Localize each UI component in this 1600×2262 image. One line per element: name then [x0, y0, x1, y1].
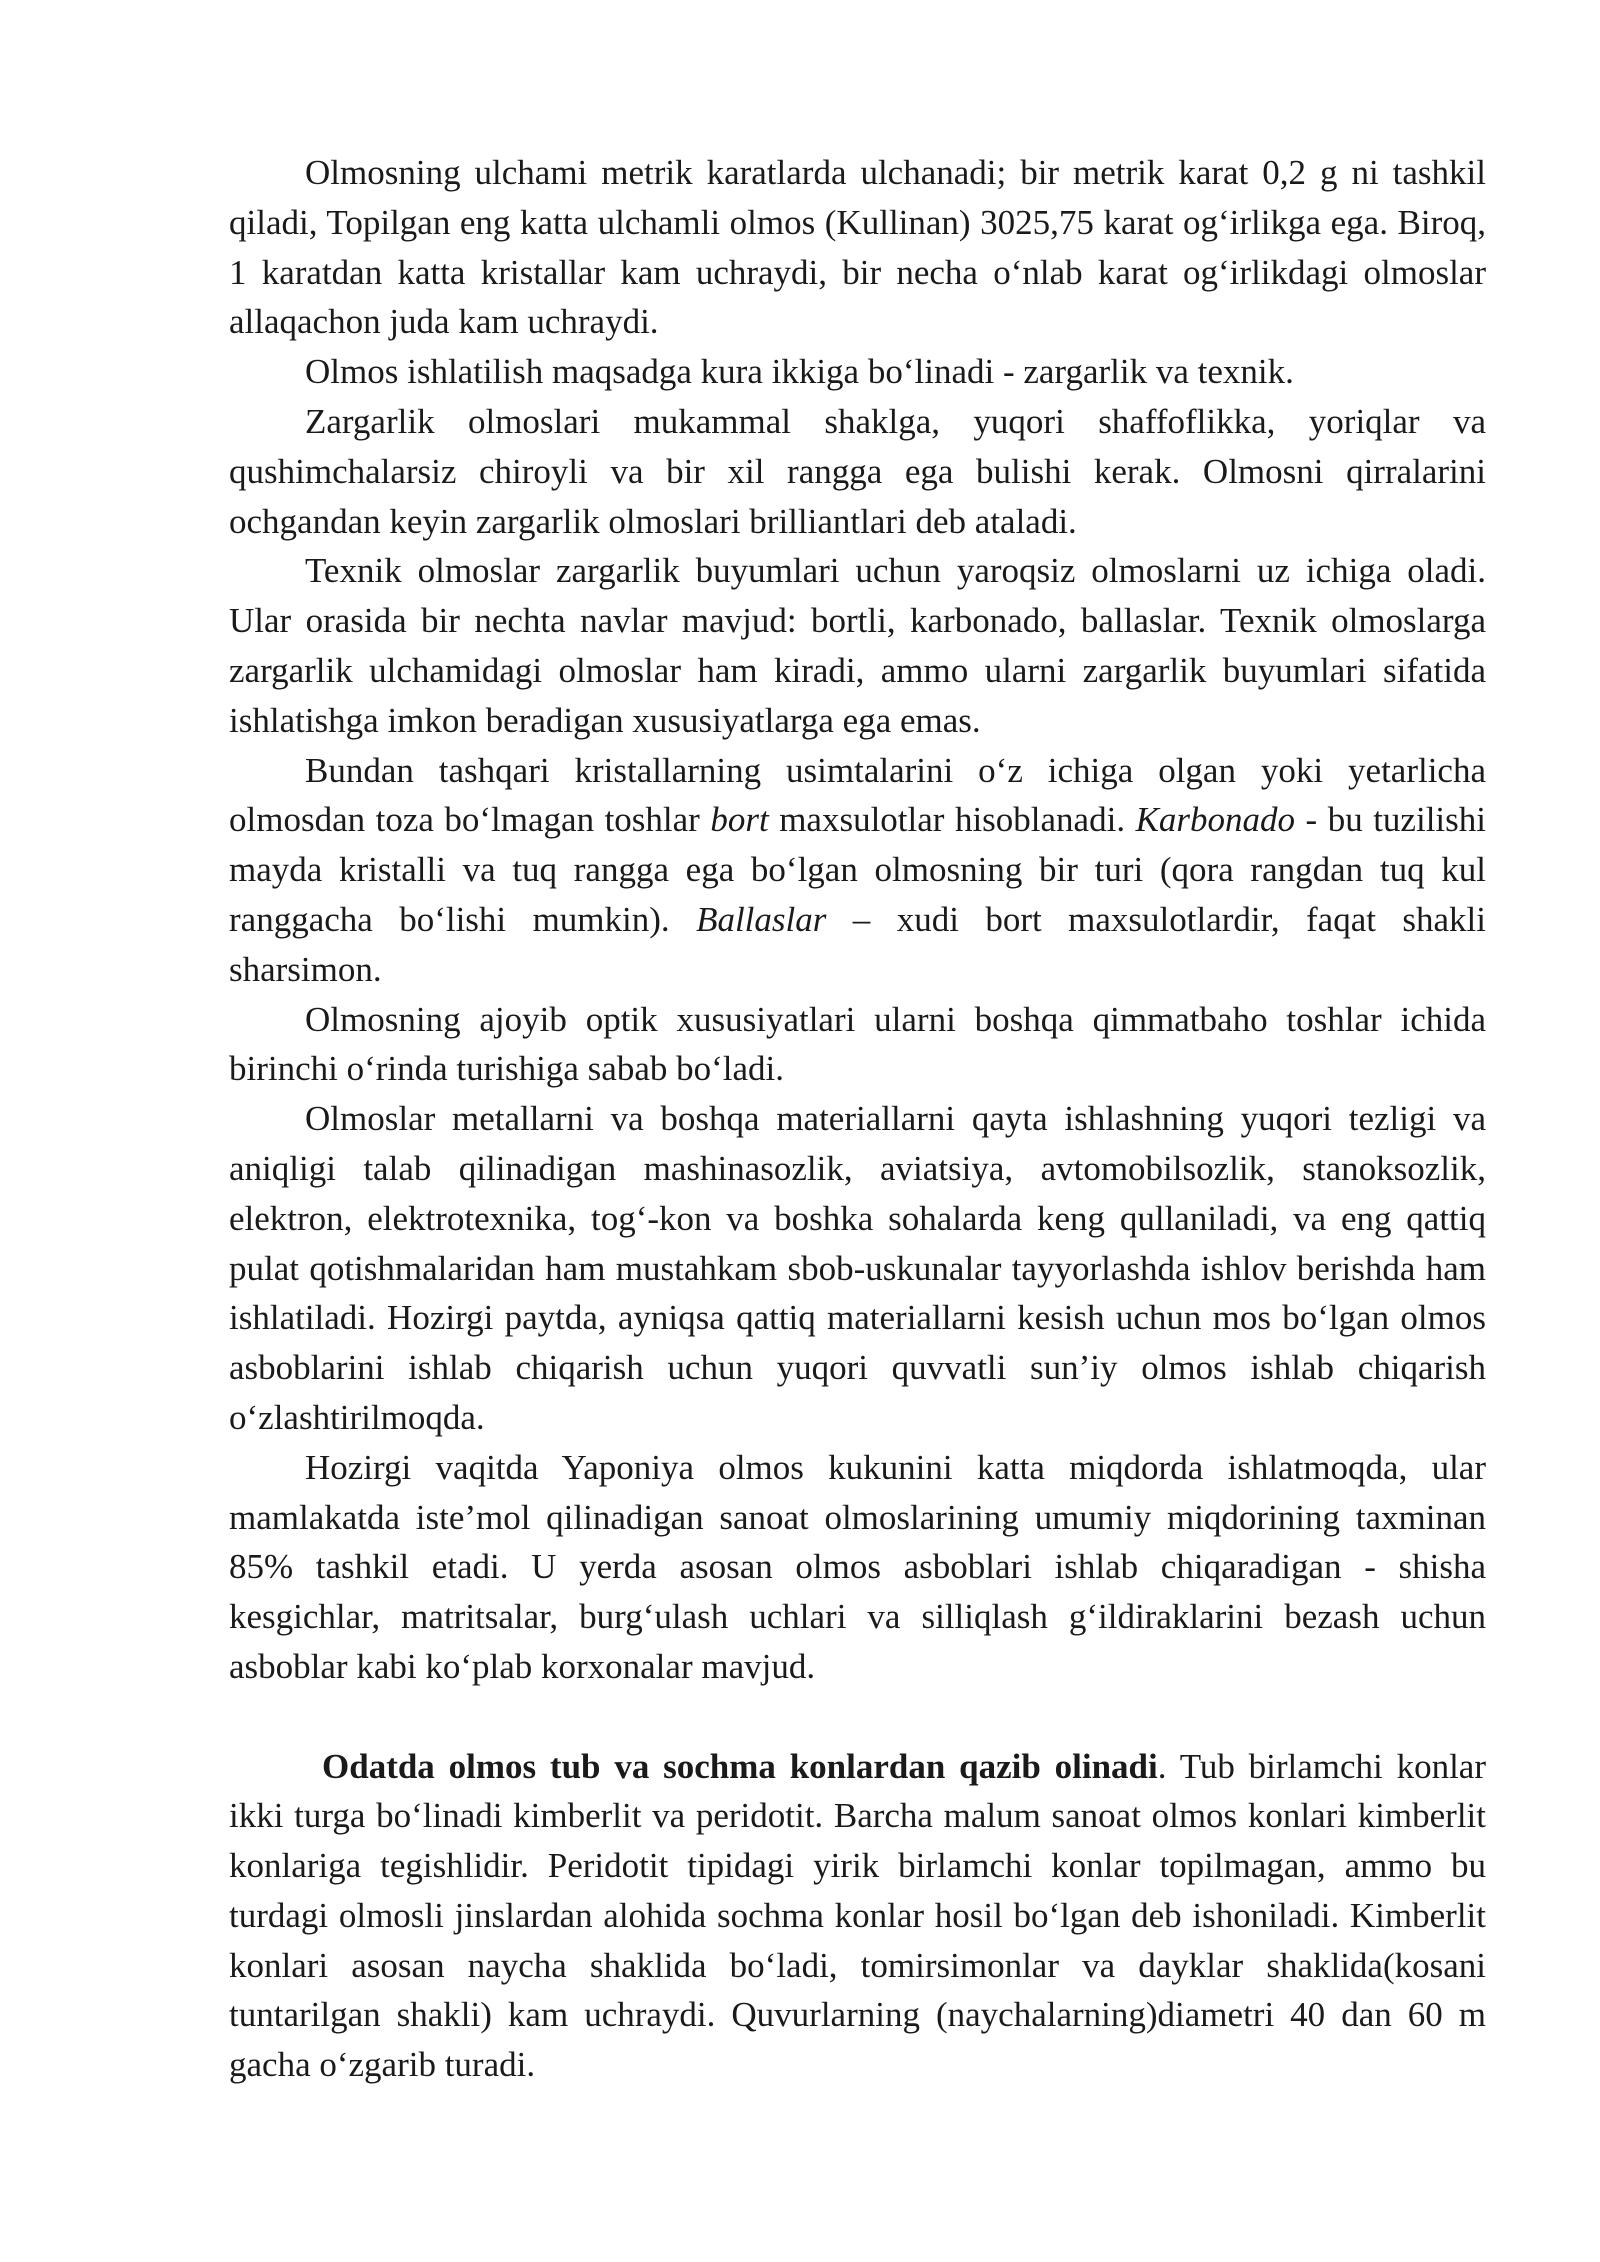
paragraph-jewelry-diamonds: Zargarlik olmoslari mukammal shaklga, yuqori shaffoflikka, yoriqlar va qushimchalarsiz chiroyli va bir xil rangga ega bulishi kerak. Olmosni qirralarini ochgandan keyin zargarlik olmoslari brilliantlari deb ataladi. [229, 401, 1486, 541]
paragraph-japan-usage: Hozirgi vaqitda Yaponiya olmos kukunini katta miqdorda ishlatmoqda, ular mamlakatda iste’mol qilinadigan sanoat olmoslarining umumiy miqdorining taxminan 85% tashkil etadi. U yerda asosan olmos asboblari ishlab chiqaradigan - shisha kesgichlar, matritsalar, burg‘ulash uchlari va silliqlash g‘ildiraklarini bezash uchun asboblar kabi ko‘plab korxonalar mavjud. [229, 1447, 1486, 1686]
deposits-text: . Tub birlamchi konlar ikki turga bo‘linadi kimberlit va peridotit. Barcha malum sanoat olmos konlari kimberlit konlariga tegishlidir. Peridotit tipidagi yirik birlamchi konlar topilmagan, ammo bu turdagi olmosli jinslardan alohida sochma konlar hosil bo‘lgan deb ishoniladi. Kimberlit konlari asosan naycha shaklida bo‘ladi, tomirsimonlar va dayklar shaklida(kosani tuntarilgan shakli) kam uchraydi. Quvurlarning (naychalarning)diametri 40 dan 60 m gacha o‘zgarib turadi. [229, 1746, 1486, 2085]
paragraph-optical-properties: Olmosning ajoyib optik xususiyatlari ularni boshqa qimmatbaho toshlar ichida birinchi o‘rinda turishiga sabab bo‘ladi. [229, 999, 1486, 1089]
term-bort: bort [710, 800, 769, 840]
paragraph-deposits [229, 1742, 1486, 2091]
document-page [229, 148, 1486, 2090]
term-karbonado: Karbonado [1135, 800, 1296, 840]
para5-text-4: – xudi bort maxsulotlardir, faqat shakli sharsimon. [229, 899, 1486, 989]
paragraph-carat-weight: Olmosning ulchami metrik karatlarda ulchanadi; bir metrik karat 0,2 g ni tashkil qiladi, Topilgan eng katta ulchamli olmos (Kullinan) 3025,75 karat og‘irlikga ega. Biroq, 1 karatdan katta kristallar kam uchraydi, bir necha o‘nlab karat og‘irlikdagi olmoslar allaqachon juda kam uchraydi. [229, 153, 1486, 342]
para5-text-3: - bu tuzilishi mayda kristalli va tuq rangga ega bo‘lgan olmosning bir turi (qora rangdan tuq kul ranggacha bo‘lishi mumkin). [229, 800, 1486, 939]
heading-deposits: Odatda olmos tub va sochma konlardan qazib olinadi [322, 1746, 1158, 1786]
para5-text-1: Bundan tashqari kristallarning usimtalarini o‘z ichiga olgan yoki yetarlicha olmosdan toza bo‘lmagan toshlar [229, 750, 1486, 840]
paragraph-technical-diamonds: Texnik olmoslar zargarlik buyumlari uchun yaroqsiz olmoslarni uz ichiga oladi. Ular orasida bir nechta navlar mavjud: bortli, karbonado, ballaslar. Texnik olmoslarga zargarlik ulchamidagi olmoslar ham kiradi, ammo ularni zargarlik buyumlari sifatida ishlatishga imkon beradigan xususiyatlarga ega emas. [229, 551, 1486, 740]
term-ballaslar: Ballaslar [696, 899, 827, 939]
paragraph-industrial-use: Olmoslar metallarni va boshqa materiallarni qayta ishlashning yuqori tezligi va aniqligi talab qilinadigan mashinasozlik, aviatsiya, avtomobilsozlik, stanoksozlik, elektron, elektrotexnika, tog‘-kon va boshka sohalarda keng qullaniladi, va eng qattiq pulat qotishmalaridan ham mustahkam sbob-uskunalar tayyorlashda ishlov berishda ham ishlatiladi. Hozirgi paytda, ayniqsa qattiq materiallarni kesish uchun mos bo‘lgan olmos asboblarini ishlab chiqarish uchun yuqori quvvatli sun’iy olmos ishlab chiqarish o‘zlashtirilmoqda. [229, 1099, 1486, 1437]
para5-text-2: maxsulotlar hisoblanadi. [768, 800, 1136, 840]
paragraph-usage-types: Olmos ishlatilish maqsadga kura ikkiga bo‘linadi - zargarlik va texnik. [305, 352, 1294, 392]
paragraph-bort-karbonado [229, 746, 1486, 995]
paragraph-spacer [229, 1692, 1486, 1742]
